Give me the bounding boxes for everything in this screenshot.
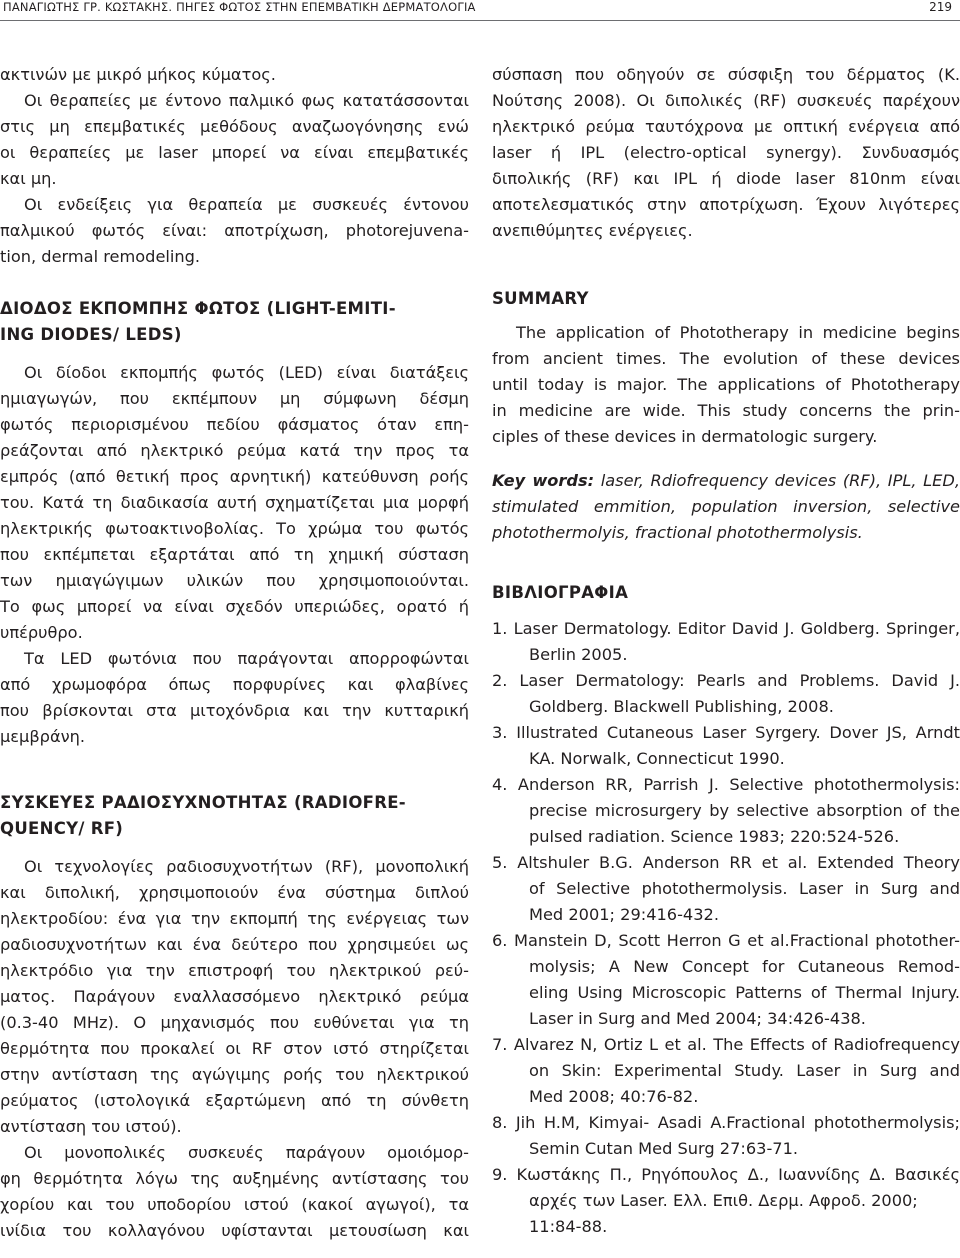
text-line: Goldberg. Blackwell Publishing, 2008. xyxy=(529,697,834,716)
text-line: στις μη επεμβατικές μεθόδους αναζωογόνησης ενώ xyxy=(0,117,469,136)
text-line: αρχές των Laser. Ελλ. Επιθ. Δερμ. Αφροδ. 2000; xyxy=(529,1191,918,1210)
text-line: Οι τεχνολογίες ραδιοσυχνοτήτων (RF), μονοπολική xyxy=(24,857,469,876)
text-line: διπολικής (RF) και IPL ή diode laser 810nm είναι xyxy=(492,169,960,188)
text-line: ηλεκτρόδιο για την επιστροφή του ηλεκτρικού ρεύ- xyxy=(0,961,469,980)
text-line: από χρωμοφόρα όπως πορφυρίνες και φλαβίνες xyxy=(0,675,469,694)
heading-line: ΣΥΣΚΕΥΕΣ ΡΑΔΙΟΣΥΧΝΟΤΗΤΑΣ (RADIOFRE- xyxy=(0,793,406,812)
left-column xyxy=(0,62,469,1244)
text-line: laser ή IPL (electro-optical synergy). Συνδυασμός xyxy=(492,143,960,162)
text-line: 9. Κωστάκης Π., Ρηγόπουλος Δ., Ιωαννίδης Δ. Βασικές xyxy=(492,1165,960,1184)
text-line: KA. Norwalk, Connecticut 1990. xyxy=(529,749,785,768)
text-line: Berlin 2005. xyxy=(529,645,628,664)
heading-line: ΔΙΟΔΟΣ ΕΚΠΟΜΠΗΣ ΦΩΤΟΣ (LIGHT-EMITI- xyxy=(0,299,396,318)
paragraph-led-1 xyxy=(0,360,469,646)
text-line: Το φως μπορεί να είναι σχεδόν υπεριώδες, ορατό ή xyxy=(0,597,469,616)
heading-line: ING DIODES/ LEDS) xyxy=(0,325,182,344)
text-line: Οι μονοπολικές συσκευές παράγουν ομοιόμορ- xyxy=(24,1143,469,1162)
text-line: 2. Laser Dermatology: Pearls and Problems. David J. xyxy=(492,671,960,690)
text-line: Τα LED φωτόνια που παράγονται απορροφώνται xyxy=(24,649,469,668)
section-heading-rf xyxy=(0,790,469,842)
text-line: αποτελεσματικός στην αποτρίχωση. Έχουν λιγότερες xyxy=(492,195,960,214)
text-line: Οι θεραπείες με έντονο παλμικό φως κατατάσσονται xyxy=(24,91,469,110)
text-line: until today is major. The applications of Phototherapy xyxy=(492,375,960,394)
text-line: οι θεραπείες με laser μπορεί να είναι επεμβατικές xyxy=(0,143,469,162)
text-line: 5. Altshuler B.G. Anderson RR et al. Extended Theory xyxy=(492,853,960,872)
paragraph-indications xyxy=(0,192,469,270)
text-line: 11:84-88. xyxy=(529,1217,608,1236)
paragraph-intro xyxy=(0,62,469,192)
text-line: αντίσταση του ιστού). xyxy=(0,1117,182,1136)
paragraph-led-2 xyxy=(0,646,469,750)
summary-paragraph xyxy=(492,320,960,450)
text-line: molysis; A New Concept for Cutaneous Remod- xyxy=(529,957,960,976)
text-line: ρεάζονται από ηλεκτρικό ρεύμα κατά την προς τα xyxy=(0,441,469,460)
text-line: stimulated emmition, population inversion, selective xyxy=(492,497,960,516)
keywords-text: laser, Rdiofrequency devices (RF), IPL, LED, xyxy=(600,471,960,490)
right-column xyxy=(492,62,960,1240)
text-line: μεμβράνη. xyxy=(0,727,86,746)
bibliography-heading: ΒΙΒΛΙΟΓΡΑΦΙΑ xyxy=(492,583,629,602)
text-line: σύσπαση που οδηγούν σε σύσφιξη του δέρματος (Κ. xyxy=(492,65,960,84)
text-line: Laser in Surg and Med 2004; 34:426-438. xyxy=(529,1009,866,1028)
keywords xyxy=(492,468,960,546)
text-line: Νούτσης 2008). Οι διπολικές (RF) συσκευές παρέχουν xyxy=(492,91,960,110)
page-number: 219 xyxy=(929,0,952,14)
reference-item xyxy=(492,772,960,850)
text-line xyxy=(492,468,960,494)
reference-item xyxy=(492,720,960,772)
reference-item xyxy=(492,1162,960,1240)
text-line: που εκπέμπεται εξαρτάται από τη χημική σύσταση xyxy=(0,545,469,564)
text-line: θερμότητα που προκαλεί οι RF στον ιστό στηρίζεται xyxy=(0,1039,469,1058)
text-line: Οι ενδείξεις για θεραπεία με συσκευές έντονου xyxy=(24,195,469,214)
text-line: ηλεκτρικής φωτοακτινοβολίας. Το χρώμα του φωτός xyxy=(0,519,469,538)
text-line: χορίου και του υποδορίου ιστού (κακοί αγωγοί), τα xyxy=(0,1195,469,1214)
text-line: Οι δίοδοι εκπομπής φωτός (LED) είναι διατάξεις xyxy=(24,363,469,382)
text-line: pulsed radiation. Science 1983; 220:524-526. xyxy=(529,827,900,846)
text-line: εμπρός (από θετική προς αρνητική) κατεύθυνση ροής xyxy=(0,467,469,486)
reference-list xyxy=(492,616,960,1240)
text-line: υπέρυθρο. xyxy=(0,623,83,642)
text-line: Med 2001; 29:416-432. xyxy=(529,905,719,924)
text-line: ακτινών με μικρό μήκος κύματος. xyxy=(0,65,276,84)
text-line: precise microsurgery by selective absorption of the xyxy=(529,801,960,820)
reference-item xyxy=(492,616,960,668)
text-line: ανεπιθύμητες ενέργειες. xyxy=(492,221,693,240)
text-line: παλμικού φωτός είναι: αποτρίχωση, photorejuvena- xyxy=(0,221,469,240)
section-heading-led xyxy=(0,296,469,348)
text-line: The application of Phototherapy in medicine begins xyxy=(516,323,960,342)
text-line: ραδιοσυχνοτήτων και ένα δεύτερο που χρησιμεύει ως xyxy=(0,935,469,954)
text-line: ηλεκτρικό ρεύμα ταυτόχρονα με οπτική ενέργεια από xyxy=(492,117,960,136)
paragraph-rf-2 xyxy=(0,1140,469,1244)
text-line: (0.3-40 MHz). Ο μηχανισμός που ευθύνεται για τη xyxy=(0,1013,469,1032)
reference-item xyxy=(492,1110,960,1162)
reference-item xyxy=(492,1032,960,1110)
text-line: from ancient times. The evolution of these devices xyxy=(492,349,960,368)
text-line: 8. Jih H.M, Kimyai- Asadi A.Fractional photothermolysis; xyxy=(492,1113,960,1132)
text-line: Semin Cutan Med Surg 27:63-71. xyxy=(529,1139,799,1158)
text-line: eling Using Microscopic Patterns of Thermal Injury. xyxy=(529,983,960,1002)
text-line: ινίδια του κολλαγόνου υφίστανται μετουσίωση και xyxy=(0,1221,469,1240)
text-line: φη θερμότητα λόγω της αυξημένης αντίστασης του xyxy=(0,1169,469,1188)
text-line: στην αντίσταση της αγώγιμης ροής του ηλεκτρικού xyxy=(0,1065,469,1084)
text-line: ρεύματος (ιστολογικά εξαρτώμενη από τη σύνθετη xyxy=(0,1091,469,1110)
reference-item xyxy=(492,928,960,1032)
text-line: 3. Illustrated Cutaneous Laser Syrgery. Dover JS, Arndt xyxy=(492,723,960,742)
running-title: ΠΑΝΑΓΙΩΤΗΣ ΓΡ. ΚΩΣΤΑΚΗΣ. ΠΗΓΕΣ ΦΩΤΟΣ ΣΤΗΝ ΕΠΕΜΒΑΤΙΚΗ ΔΕΡΜΑΤΟΛΟΓΙΑ xyxy=(3,0,476,14)
text-line: tion, dermal remodeling. xyxy=(0,247,201,266)
text-line: ciples of these devices in dermatologic surgery. xyxy=(492,427,878,446)
running-header xyxy=(0,0,960,21)
text-line: 4. Anderson RR, Parrish J. Selective photothermolysis: xyxy=(492,775,960,794)
heading-line: QUENCY/ RF) xyxy=(0,819,124,838)
text-line: Med 2008; 40:76-82. xyxy=(529,1087,699,1106)
text-line: των ημιαγώγιμων υλικών που χρησιμοποιούνται. xyxy=(0,571,469,590)
reference-item xyxy=(492,668,960,720)
text-line: 1. Laser Dermatology. Editor David J. Goldberg. Springer, xyxy=(492,619,960,638)
text-line: που βρίσκονται στα μιτοχόνδρια και την κυτταρική xyxy=(0,701,469,720)
text-line: of Selective photothermolysis. Laser in Surg and xyxy=(529,879,960,898)
text-line: 6. Manstein D, Scott Herron G et al.Fractional photother- xyxy=(492,931,960,950)
text-line: photothermolyis, fractional photothermolysis. xyxy=(492,523,863,542)
text-line: του. Κατά τη διαδικασία αυτή σχηματίζεται μια μορφή xyxy=(0,493,469,512)
text-line: on Skin: Experimental Study. Laser in Surg and xyxy=(529,1061,960,1080)
text-line: φωτός περιορισμένου πεδίου φάσματος όταν επη- xyxy=(0,415,469,434)
keywords-label: Key words: xyxy=(492,471,595,490)
text-line: 7. Alvarez N, Ortiz L et al. The Effects of Radiofrequency xyxy=(492,1035,960,1054)
text-line: ηλεκτροδίου: ένα για την εκπομπή της ενέργειας των xyxy=(0,909,469,928)
text-line: ημιαγωγών, που εκπέμπουν μη σύμφωνη δέσμη xyxy=(0,389,469,408)
text-line: και μη. xyxy=(0,169,57,188)
reference-item xyxy=(492,850,960,928)
text-line: ματος. Παράγουν εναλλασσόμενο ηλεκτρικό ρεύμα xyxy=(0,987,469,1006)
paragraph-continued xyxy=(492,62,960,244)
text-line: in medicine are wide. This study concerns the prin- xyxy=(492,401,960,420)
text-line: και διπολική, χρησιμοποιούν ένα σύστημα διπλού xyxy=(0,883,469,902)
paragraph-rf-1 xyxy=(0,854,469,1140)
summary-heading: SUMMARY xyxy=(492,289,589,308)
